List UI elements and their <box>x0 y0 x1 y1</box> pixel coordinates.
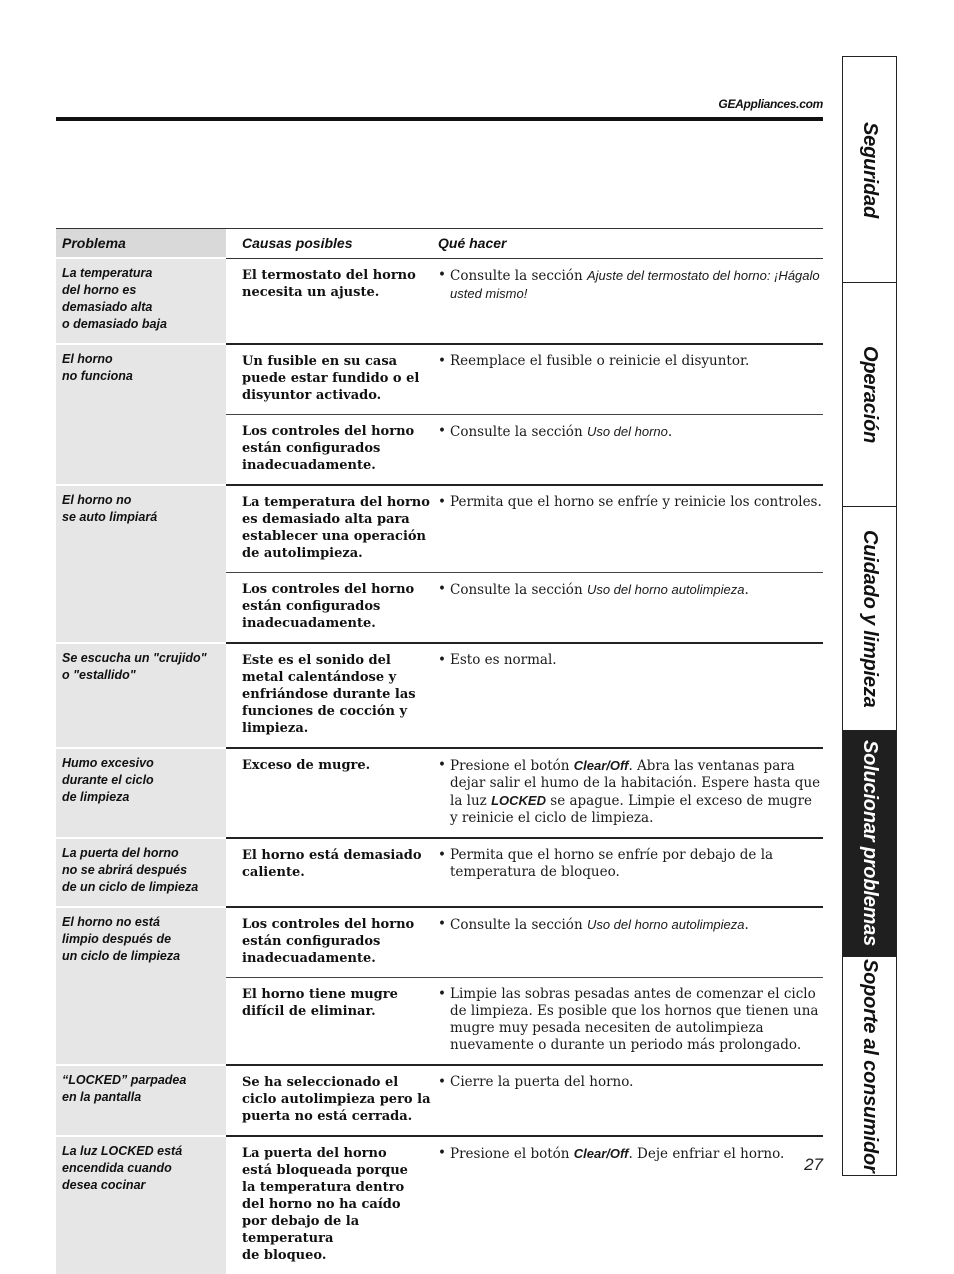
solution-text: Presione el botón Clear/Off. Abra las ventanas para dejar salir el humo de la habitación. Espere hasta que la luz LOCKED se apague. Limpie el exceso de mugre y reinicie el ciclo de limpieza. <box>450 758 821 826</box>
bullet-icon: • <box>438 916 446 932</box>
bullet-icon: • <box>438 423 446 439</box>
table-row <box>56 907 823 978</box>
cause-line: de bloqueo. <box>242 1248 327 1263</box>
problem-line: no se abrirá después <box>62 863 188 877</box>
problem-cell <box>56 643 226 748</box>
bullet-icon: • <box>438 652 446 668</box>
problem-cell <box>56 838 226 907</box>
bullet-icon: • <box>438 353 446 369</box>
solution-item <box>438 353 823 370</box>
problem-line: El horno no está <box>62 915 160 929</box>
solution-item <box>438 757 823 827</box>
reference-section: Uso del horno autolimpieza <box>586 582 745 597</box>
solution-cell <box>438 978 823 1066</box>
solution-cell <box>438 573 823 644</box>
bullet-icon: • <box>438 494 446 510</box>
problem-line: La luz LOCKED está <box>62 1144 183 1158</box>
cause-cell: Este es el sonido del metal calentándose y enfriándose durante las funciones de cocción y limpieza. <box>226 643 438 748</box>
table-row <box>56 748 823 838</box>
problem-line: El horno <box>62 352 113 366</box>
tab-solucionar-problemas[interactable] <box>843 731 896 957</box>
table-row <box>56 643 823 748</box>
problem-line: en la pantalla <box>62 1090 142 1104</box>
reference-section: Uso del horno <box>586 424 668 439</box>
tab-seguridad[interactable] <box>843 57 896 283</box>
problem-line: del horno es <box>62 283 137 297</box>
solution-text: Consulte la sección Uso del horno. <box>450 424 673 440</box>
bullet-icon: • <box>438 581 446 597</box>
solution-cell <box>438 643 823 748</box>
solution-text: Permita que el horno se enfríe y reinicie los controles. <box>450 494 822 510</box>
solution-item <box>438 581 823 599</box>
cause-line: por debajo de la temperatura <box>242 1214 360 1246</box>
solution-text: Esto es normal. <box>450 652 557 668</box>
site-url: GEAppliances.com <box>718 97 823 111</box>
solution-text: Consulte la sección Uso del horno autolimpieza. <box>450 917 749 933</box>
cause-cell: El horno tiene mugre difícil de eliminar. <box>226 978 438 1066</box>
cause-cell: Los controles del horno están configurados inadecuadamente. <box>226 573 438 644</box>
bullet-icon: • <box>438 266 446 283</box>
problem-line: demasiado alta <box>62 300 153 314</box>
problem-line: no funciona <box>62 369 133 383</box>
cause-cell: El termostato del horno necesita un ajuste. <box>242 267 416 300</box>
problem-line: de limpieza <box>62 790 130 804</box>
section-tabs <box>842 56 897 1176</box>
solution-cell <box>438 258 823 344</box>
cause-line: la temperatura dentro <box>242 1180 405 1195</box>
bullet-icon: • <box>438 986 446 1002</box>
problem-line: durante el ciclo <box>62 773 154 787</box>
header-problem: Problema <box>56 229 226 259</box>
table-row <box>56 838 823 907</box>
table-row <box>56 258 823 344</box>
troubleshooting-table <box>56 228 823 1274</box>
cause-cell: La temperatura del horno es demasiado alta para establecer una operación de autolimpieza. <box>226 485 438 573</box>
cause-cell <box>226 1136 438 1274</box>
tab-label: Seguridad <box>859 121 881 218</box>
problem-line: limpio después de <box>62 932 172 946</box>
solution-item <box>438 1074 823 1091</box>
solution-item <box>438 986 823 1054</box>
problem-line: Se escucha un "crujido" <box>62 651 207 665</box>
tab-label: Solucionar problemas <box>859 740 881 947</box>
table-row <box>56 344 823 415</box>
cause-line: La puerta del horno <box>242 1146 387 1161</box>
table-row <box>56 485 823 573</box>
problem-line: de un ciclo de limpieza <box>62 880 199 894</box>
solution-cell <box>438 415 823 486</box>
page-number: 27 <box>804 1155 823 1174</box>
tab-label: Cuidado y limpieza <box>859 529 881 708</box>
solution-text: Cierre la puerta del horno. <box>450 1074 634 1090</box>
problem-cell <box>56 1136 226 1274</box>
cause-cell: Los controles del horno están configurados inadecuadamente. <box>226 907 438 978</box>
solution-item <box>438 494 823 511</box>
solution-item <box>438 267 823 303</box>
problem-line: Humo excesivo <box>62 756 154 770</box>
solution-item <box>438 847 823 881</box>
problem-cell <box>56 485 226 643</box>
reference-section: Ajuste del termostato del horno: ¡Hágalo usted mismo! <box>450 267 820 301</box>
solution-cell <box>438 1136 823 1274</box>
reference-section: Uso del horno autolimpieza <box>586 917 745 932</box>
cause-cell: Exceso de mugre. <box>226 748 438 838</box>
cause-cell: El horno está demasiado caliente. <box>226 838 438 907</box>
solution-text: Consulte la sección Ajuste del termostato del horno: ¡Hágalo usted mismo! <box>450 267 820 301</box>
button-name: Clear/Off <box>573 758 629 773</box>
indicator-name: LOCKED <box>491 793 546 808</box>
cause-line: del horno no ha caído <box>242 1197 401 1212</box>
solution-cell <box>438 907 823 978</box>
solution-cell <box>438 838 823 907</box>
solution-text: Presione el botón Clear/Off. Deje enfriar el horno. <box>450 1146 785 1162</box>
solution-text: Reemplace el fusible o reinicie el disyuntor. <box>450 353 750 369</box>
tab-operacion[interactable] <box>843 283 896 507</box>
cause-cell: Se ha seleccionado el ciclo autolimpieza pero la puerta no está cerrada. <box>226 1065 438 1136</box>
problem-line: “LOCKED” parpadea <box>62 1073 187 1087</box>
problem-line: se auto limpiará <box>62 510 158 524</box>
problem-line: El horno no <box>62 493 132 507</box>
problem-cell <box>56 748 226 838</box>
problem-cell <box>56 258 226 344</box>
problem-line: o "estallido" <box>62 668 136 682</box>
tab-label: Soporte al consumidor <box>859 959 881 1173</box>
problem-line: La puerta del horno <box>62 846 179 860</box>
solution-text: Consulte la sección Uso del horno autolimpieza. <box>450 582 749 598</box>
solution-item <box>438 1145 823 1163</box>
solution-item <box>438 423 823 441</box>
solution-cell <box>438 485 823 573</box>
table-row <box>56 1136 823 1274</box>
solution-cell <box>438 748 823 838</box>
tab-cuidado-limpieza[interactable] <box>843 507 896 731</box>
problem-line: desea cocinar <box>62 1178 146 1192</box>
header-what: Qué hacer <box>438 229 823 259</box>
solution-cell <box>438 1065 823 1136</box>
cause-line: está bloqueada porque <box>242 1163 408 1178</box>
table-row <box>56 1065 823 1136</box>
tab-soporte-consumidor[interactable] <box>843 957 896 1175</box>
bullet-icon: • <box>438 1145 446 1161</box>
button-name: Clear/Off <box>573 1146 629 1161</box>
problem-line: un ciclo de limpieza <box>62 949 181 963</box>
solution-text: Permita que el horno se enfríe por debajo de la temperatura de bloqueo. <box>450 847 774 880</box>
header-cause: Causas posibles <box>226 229 438 259</box>
problem-cell <box>56 1065 226 1136</box>
problem-line: La temperatura <box>62 266 153 280</box>
cause-cell: Los controles del horno están configurados inadecuadamente. <box>226 415 438 486</box>
problem-cell <box>56 344 226 485</box>
solution-item <box>438 652 823 669</box>
solution-cell <box>438 344 823 415</box>
table-header-row <box>56 229 823 259</box>
tab-label: Operación <box>859 345 881 444</box>
problem-line: encendida cuando <box>62 1161 172 1175</box>
problem-line: o demasiado baja <box>62 317 167 331</box>
solution-item <box>438 916 823 934</box>
solution-text: Limpie las sobras pesadas antes de comenzar el ciclo de limpieza. Es posible que los hornos que tienen una mugre muy pesada necesiten de autolimpieza nuevamente o durante un periodo más prolongado. <box>450 986 819 1053</box>
bullet-icon: • <box>438 757 446 773</box>
bullet-icon: • <box>438 847 446 863</box>
bullet-icon: • <box>438 1074 446 1090</box>
header-rule <box>56 117 823 121</box>
problem-cell <box>56 907 226 1065</box>
cause-cell: Un fusible en su casa puede estar fundido o el disyuntor activado. <box>226 344 438 415</box>
